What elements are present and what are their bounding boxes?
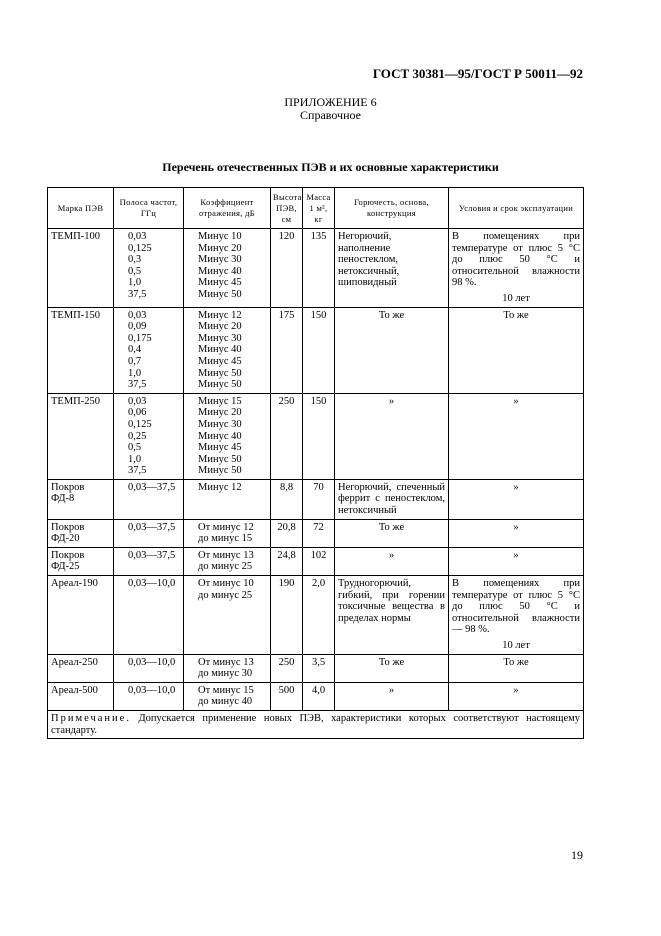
band-cell bbox=[114, 682, 184, 710]
height-cell bbox=[271, 654, 303, 682]
height-text: 24,8 bbox=[277, 549, 296, 561]
cond-text: В помещениях при температуре от плюс 5 °С до плюс 50 °С и относительной влажности 98 %. bbox=[452, 231, 580, 289]
refl-text: От минус 13 до минус 30 bbox=[198, 656, 254, 680]
cond-text: » bbox=[513, 521, 519, 533]
flam-text: Негорючий, спеченный феррит с пеностеклом, нетоксичный bbox=[338, 481, 445, 517]
appendix-heading bbox=[0, 96, 661, 122]
band-cell bbox=[114, 654, 184, 682]
mass-cell bbox=[303, 393, 335, 479]
reflection-cell bbox=[184, 393, 271, 479]
mass-cell bbox=[303, 682, 335, 710]
column-header: Полоса частот, ГГц bbox=[114, 188, 184, 229]
table-note bbox=[48, 710, 584, 738]
cond-text: То же bbox=[503, 656, 529, 668]
table-row bbox=[48, 479, 584, 519]
refl-text: Минус 15 Минус 20 Минус 30 Минус 40 Минус 45 Минус 50 Минус 50 bbox=[198, 395, 242, 477]
note-text: Допускается применение новых ПЭВ, характеристики которых соответствуют настоящему стандарту. bbox=[51, 712, 581, 736]
mass-text: 2,0 bbox=[311, 578, 326, 590]
mass-text: 135 bbox=[310, 231, 327, 242]
conditions-cell bbox=[449, 229, 584, 308]
brand-cell bbox=[48, 682, 114, 710]
table-row bbox=[48, 654, 584, 682]
brand-cell bbox=[48, 576, 114, 655]
brand-text: Ареал-250 bbox=[51, 656, 98, 668]
height-cell bbox=[271, 547, 303, 575]
flam-text: То же bbox=[378, 521, 405, 533]
reflection-cell bbox=[184, 547, 271, 575]
flammability-cell bbox=[335, 229, 449, 308]
table-row bbox=[48, 519, 584, 547]
brand-cell bbox=[48, 229, 114, 308]
cond-text: То же bbox=[503, 309, 529, 321]
service-term: 10 лет bbox=[502, 640, 530, 651]
conditions-cell bbox=[449, 682, 584, 710]
reflection-cell bbox=[184, 654, 271, 682]
column-header: Условия и срок эксплуатации bbox=[449, 188, 584, 229]
flam-text: » bbox=[388, 395, 395, 407]
height-text: 250 bbox=[278, 656, 295, 668]
mass-text: 150 bbox=[310, 395, 327, 407]
brand-text: ТЕМП-100 bbox=[51, 231, 100, 242]
flam-text: Негорючий, наполнение пеностеклом, нетоксичный, шиповидный bbox=[338, 231, 400, 289]
brand-text: Ареал-500 bbox=[51, 684, 98, 696]
mass-cell bbox=[303, 547, 335, 575]
table-header-row bbox=[48, 188, 584, 229]
refl-text: Минус 12 Минус 20 Минус 30 Минус 40 Минус 45 Минус 50 Минус 50 bbox=[198, 309, 242, 391]
materials-table bbox=[47, 187, 584, 739]
band-cell bbox=[114, 229, 184, 308]
flammability-cell bbox=[335, 547, 449, 575]
height-cell bbox=[271, 307, 303, 393]
height-text: 20,8 bbox=[277, 521, 296, 533]
service-term: 10 лет bbox=[502, 292, 530, 304]
table-row bbox=[48, 393, 584, 479]
mass-text: 70 bbox=[313, 481, 324, 493]
refl-text: От минус 15 до минус 40 bbox=[198, 684, 254, 708]
conditions-cell bbox=[449, 307, 584, 393]
appendix-kind: Справочное bbox=[300, 108, 361, 122]
height-text: 190 bbox=[278, 578, 295, 590]
band-cell bbox=[114, 576, 184, 655]
reflection-cell bbox=[184, 479, 271, 519]
band-text: 0,03 0,06 0,125 0,25 0,5 1,0 37,5 bbox=[128, 395, 152, 477]
mass-text: 72 bbox=[313, 521, 324, 533]
cond-text: » bbox=[513, 481, 519, 493]
refl-text: Минус 12 bbox=[198, 481, 242, 493]
mass-cell bbox=[303, 576, 335, 655]
height-cell bbox=[271, 229, 303, 308]
refl-text: От минус 13 до минус 25 bbox=[198, 549, 254, 573]
height-cell bbox=[271, 682, 303, 710]
cond-text: В помещениях при температуре от плюс 5 °С до плюс 50 °С и относительной влажности — 98 %. bbox=[452, 578, 580, 636]
reflection-cell bbox=[184, 229, 271, 308]
mass-text: 150 bbox=[310, 309, 327, 321]
flammability-cell bbox=[335, 307, 449, 393]
column-header: Горючесть, основа, конструкция bbox=[335, 188, 449, 229]
table-row bbox=[48, 576, 584, 655]
mass-cell bbox=[303, 307, 335, 393]
height-text: 8,8 bbox=[279, 481, 294, 493]
column-header: Масса 1 м², кг bbox=[303, 188, 335, 229]
conditions-cell bbox=[449, 576, 584, 655]
flammability-cell bbox=[335, 576, 449, 655]
band-cell bbox=[114, 479, 184, 519]
flam-text: То же bbox=[378, 656, 405, 668]
brand-cell bbox=[48, 393, 114, 479]
column-header: Высота ПЭВ, см bbox=[271, 188, 303, 229]
table-note-row bbox=[48, 710, 584, 738]
mass-text: 102 bbox=[310, 549, 327, 561]
brand-cell bbox=[48, 547, 114, 575]
flammability-cell bbox=[335, 479, 449, 519]
conditions-cell bbox=[449, 654, 584, 682]
band-text: 0,03—10,0 bbox=[128, 656, 176, 668]
brand-text: Покров ФД-20 bbox=[51, 521, 85, 545]
reflection-cell bbox=[184, 682, 271, 710]
table-row bbox=[48, 307, 584, 393]
band-text: 0,03—10,0 bbox=[128, 578, 176, 590]
height-text: 250 bbox=[278, 395, 295, 407]
mass-cell bbox=[303, 479, 335, 519]
mass-cell bbox=[303, 654, 335, 682]
appendix-number: ПРИЛОЖЕНИЕ 6 bbox=[284, 95, 377, 109]
page-number: 19 bbox=[571, 848, 583, 862]
flammability-cell bbox=[335, 519, 449, 547]
standard-header: ГОСТ 30381—95/ГОСТ Р 50011—92 bbox=[372, 66, 583, 81]
note-label: Примечание. bbox=[51, 712, 131, 724]
band-cell bbox=[114, 307, 184, 393]
band-text: 0,03—10,0 bbox=[128, 684, 176, 696]
table-row bbox=[48, 229, 584, 308]
brand-cell bbox=[48, 519, 114, 547]
flammability-cell bbox=[335, 654, 449, 682]
cond-text: » bbox=[513, 684, 519, 696]
mass-text: 4,0 bbox=[311, 684, 326, 696]
flam-text: » bbox=[388, 549, 395, 561]
band-text: 0,03 0,125 0,3 0,5 1,0 37,5 bbox=[128, 231, 152, 300]
flam-text: » bbox=[388, 684, 395, 696]
conditions-cell bbox=[449, 519, 584, 547]
table-row bbox=[48, 682, 584, 710]
brand-cell bbox=[48, 479, 114, 519]
column-header: Коэффициент отражения, дБ bbox=[184, 188, 271, 229]
brand-cell bbox=[48, 654, 114, 682]
flam-text: То же bbox=[378, 309, 405, 321]
brand-text: ТЕМП-250 bbox=[51, 395, 100, 407]
mass-cell bbox=[303, 229, 335, 308]
height-cell bbox=[271, 519, 303, 547]
conditions-cell bbox=[449, 393, 584, 479]
brand-text: Ареал-190 bbox=[51, 578, 98, 590]
band-text: 0,03—37,5 bbox=[128, 481, 176, 493]
band-cell bbox=[114, 393, 184, 479]
height-text: 175 bbox=[278, 309, 295, 321]
column-header: Марка ПЭВ bbox=[48, 188, 114, 229]
brand-text: ТЕМП-150 bbox=[51, 309, 100, 321]
refl-text: От минус 12 до минус 15 bbox=[198, 521, 254, 545]
reflection-cell bbox=[184, 519, 271, 547]
height-cell bbox=[271, 393, 303, 479]
flammability-cell bbox=[335, 393, 449, 479]
mass-cell bbox=[303, 519, 335, 547]
cond-text: » bbox=[513, 549, 519, 561]
band-text: 0,03—37,5 bbox=[128, 521, 176, 533]
height-cell bbox=[271, 479, 303, 519]
height-text: 500 bbox=[278, 684, 295, 696]
conditions-cell bbox=[449, 479, 584, 519]
table-title: Перечень отечественных ПЭВ и их основные характеристики bbox=[162, 160, 499, 174]
band-cell bbox=[114, 547, 184, 575]
band-text: 0,03 0,09 0,175 0,4 0,7 1,0 37,5 bbox=[128, 309, 152, 391]
flammability-cell bbox=[335, 682, 449, 710]
refl-text: Минус 10 Минус 20 Минус 30 Минус 40 Минус 45 Минус 50 bbox=[198, 231, 242, 300]
brand-cell bbox=[48, 307, 114, 393]
brand-text: Покров ФД-8 bbox=[51, 481, 85, 505]
cond-text: » bbox=[513, 395, 519, 407]
band-text: 0,03—37,5 bbox=[128, 549, 176, 561]
refl-text: От минус 10 до минус 25 bbox=[198, 578, 254, 601]
brand-text: Покров ФД-25 bbox=[51, 549, 85, 573]
height-cell bbox=[271, 576, 303, 655]
reflection-cell bbox=[184, 307, 271, 393]
reflection-cell bbox=[184, 576, 271, 655]
table-row bbox=[48, 547, 584, 575]
flam-text: Трудногорючий, гибкий, при горении токсичные вещества в пределах нормы bbox=[338, 578, 445, 624]
conditions-cell bbox=[449, 547, 584, 575]
height-text: 120 bbox=[278, 231, 295, 242]
mass-text: 3,5 bbox=[311, 656, 326, 668]
band-cell bbox=[114, 519, 184, 547]
